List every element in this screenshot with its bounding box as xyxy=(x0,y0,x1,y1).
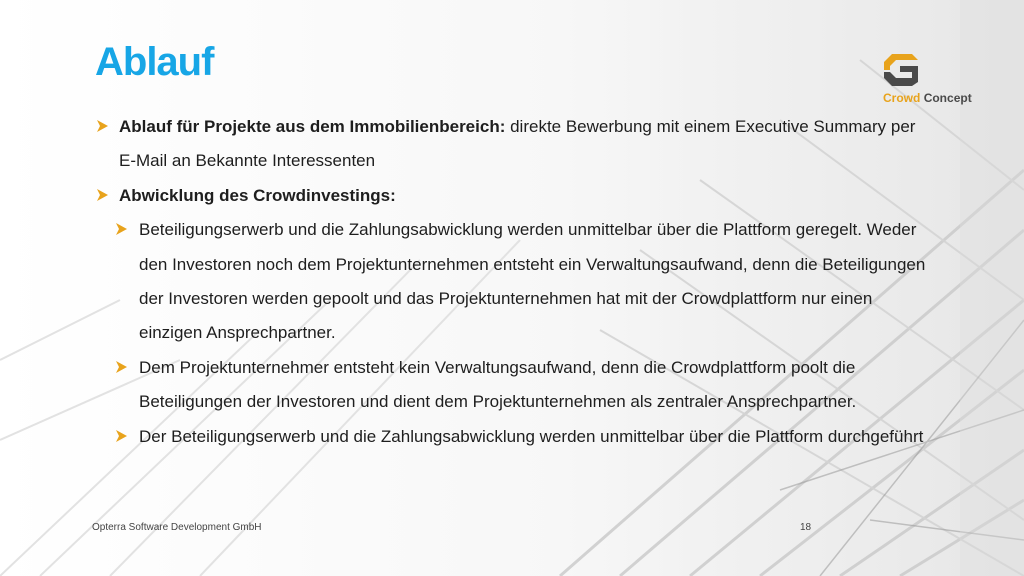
bullet-arrow-icon xyxy=(116,223,127,235)
sub-bullet-item-3 xyxy=(97,420,927,454)
bullet-text: Beteiligungserwerb und die Zahlungsabwicklung werden unmittelbar über die Plattform geregelt. Weder den Investoren noch dem Projektunternehmen entsteht ein Verwaltungsaufwand, denn die Beteiligungen der Investoren werden gepoolt und das Projektunternehmen hat mit der Crowdplattform nur einen einzigen Ansprechpartner. xyxy=(139,220,926,343)
logo-wordmark xyxy=(883,91,972,105)
bullet-bold-text: Ablauf für Projekte aus dem Immobilienbereich: xyxy=(119,117,506,136)
slide-title: Ablauf xyxy=(95,40,214,84)
logo-word-concept: Concept xyxy=(923,91,972,105)
bullet-arrow-icon xyxy=(97,120,108,132)
crowd-concept-logo xyxy=(880,52,970,112)
logo-word-crowd: Crowd xyxy=(883,91,921,105)
bullet-item-2 xyxy=(97,179,927,213)
bullet-bold-text: Abwicklung des Crowdinvestings: xyxy=(119,185,396,205)
bullet-item-1 xyxy=(97,110,927,179)
crowd-concept-logo-icon xyxy=(882,52,922,88)
sub-bullet-item-2 xyxy=(97,351,927,420)
footer-company: Opterra Software Development GmbH xyxy=(92,522,262,533)
bullet-text: Dem Projektunternehmer entsteht kein Verwaltungsaufwand, denn die Crowdplattform poolt die Beteiligungen der Investoren und dient dem Projektunternehmen als zentraler Ansprechpartner. xyxy=(139,357,857,412)
bullet-list xyxy=(97,110,927,454)
bullet-text: direkte Bewerbung mit einem Executive Summary per E-Mail an Bekannte Interessenten xyxy=(119,117,916,171)
bullet-arrow-icon xyxy=(97,189,108,201)
bullet-arrow-icon xyxy=(116,430,127,442)
sub-bullet-item-1 xyxy=(97,213,927,351)
bullet-text: Der Beteiligungserwerb und die Zahlungsabwicklung werden unmittelbar über die Plattform durchgeführt xyxy=(139,426,924,446)
footer-page-number: 18 xyxy=(800,522,812,533)
bullet-arrow-icon xyxy=(116,361,127,373)
